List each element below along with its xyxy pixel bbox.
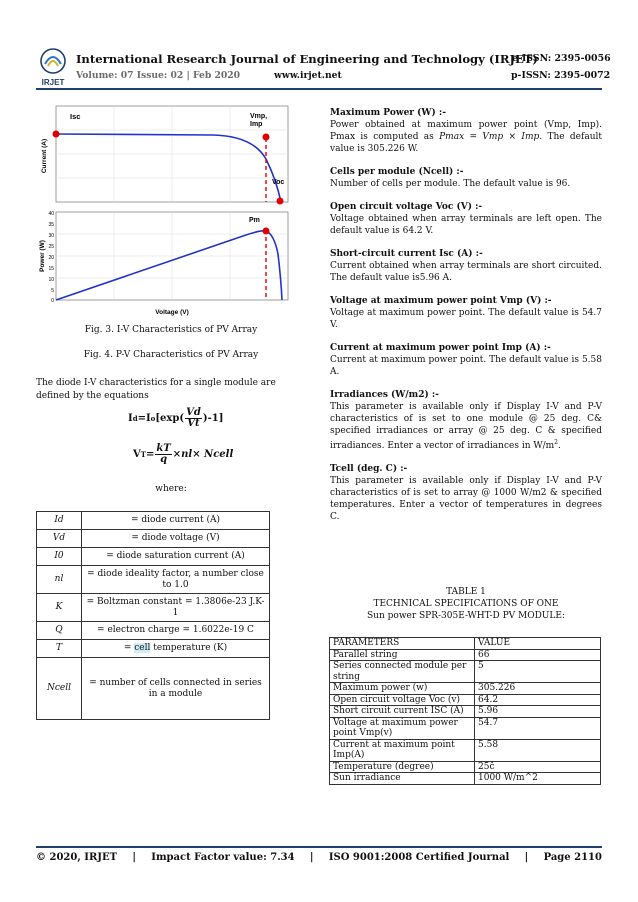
- iv-pv-figure: [38, 104, 308, 319]
- footer-iso: ISO 9001:2008 Certified Journal: [328, 852, 510, 863]
- section-voc: Open circuit voltage Voc (V) :- Voltage obtained when array terminals are left open. The default value is 64.2 V.: [330, 202, 602, 236]
- svg-text:30: 30: [48, 233, 54, 239]
- table-row: Parallel string 66: [330, 649, 601, 661]
- table-row: Voltage at maximum power point Vmp(v) 54.7: [330, 717, 601, 739]
- svg-text:Pm: Pm: [249, 217, 260, 224]
- table-header-row: PARAMETERS VALUE: [330, 638, 601, 650]
- table1-caption: TABLE 1 TECHNICAL SPECIFICATIONS OF ONE Sun power SPR-305E-WHT-D PV MODULE:: [367, 587, 565, 621]
- table-row: Sun irradiance 1000 W/m^2: [330, 773, 601, 785]
- table-row: Ncell = number of cells connected in series in a module: [37, 658, 270, 720]
- table-row: I0 = diode saturation current (A): [37, 548, 270, 566]
- svg-text:40: 40: [48, 211, 54, 217]
- section-vmp: Voltage at maximum power point Vmp (V) :- Voltage at maximum power point. The default value is 54.7 V.: [330, 296, 602, 330]
- svg-text:IRJET: IRJET: [41, 78, 65, 87]
- iv-chart: [41, 106, 288, 205]
- table-row: T = cell temperature (K): [37, 640, 270, 658]
- mpp-point-iv: [263, 134, 270, 141]
- footer-impact: Impact Factor value: 7.34: [151, 852, 295, 863]
- pv-yticks: [48, 211, 54, 304]
- svg-text:Voltage (V): Voltage (V): [155, 309, 189, 316]
- footer-page: Page 2110: [543, 852, 602, 863]
- irjet-logo: [36, 48, 70, 88]
- journal-website[interactable]: www.irjet.net: [274, 70, 342, 81]
- section-tcell: Tcell (deg. C) :- This parameter is available only if Display I-V and P-V characteristics of is set to array @ 1000 W/m2 & specified temperatures. Enter a vector of temperatures in degrees C.: [330, 464, 602, 522]
- voc-point: [277, 198, 284, 205]
- footer: © 2020, IRJET | Impact Factor value: 7.34 | ISO 9001:2008 Certified Journal | Page 2110: [36, 852, 602, 863]
- header-rule: [36, 88, 602, 90]
- eissn: e-ISSN: 2395-0056: [512, 53, 611, 64]
- svg-text:20: 20: [48, 255, 54, 261]
- section-imp: Current at maximum power point Imp (A) :- Current at maximum power point. The default value is 5.58 A.: [330, 343, 602, 377]
- pissn: p-ISSN: 2395-0072: [511, 70, 611, 81]
- table-row: K = Boltzman constant = 1.3806e-23 J.K-1: [37, 594, 270, 622]
- section-cells-per-module: Cells per module (Ncell) :- Number of cells per module. The default value is 96.: [330, 167, 571, 189]
- fig4-caption: Fig. 4. P-V Characteristics of PV Array: [83, 350, 259, 360]
- section-max-power: Maximum Power (W) :- Power obtained at maximum power point (Vmp, Imp). Pmax is computed as Pmax = Vmp × Imp. The default value is 305.226 W.: [330, 108, 602, 154]
- table-row: Current at maximum point Imp(A) 5.58: [330, 739, 601, 761]
- table-row: Temperature (degree) 25č: [330, 761, 601, 773]
- footer-copyright: © 2020, IRJET: [36, 852, 118, 863]
- pm-point: [263, 228, 270, 235]
- svg-text:Voc: Voc: [272, 179, 285, 186]
- variable-table: [36, 511, 270, 720]
- svg-text:10: 10: [48, 277, 54, 283]
- fig3-caption: Fig. 3. I-V Characteristics of PV Array: [84, 325, 258, 335]
- svg-text:0: 0: [51, 298, 54, 304]
- highlighted-word: cell: [134, 643, 151, 653]
- equation-id: I d =I o [exp( Vd Vt )-1]: [128, 407, 224, 429]
- svg-text:Imp: Imp: [250, 121, 263, 128]
- footer-rule: [36, 846, 602, 848]
- table-row: nl = diode ideality factor, a number close to 1.0: [37, 566, 270, 594]
- svg-text:Power (W): Power (W): [39, 240, 46, 272]
- table-row: Series connected module per string 5: [330, 661, 601, 683]
- svg-text:5: 5: [51, 288, 54, 294]
- pv-chart: [39, 211, 288, 316]
- equation-vt: V T = $\frac{kT}{q}$ ×nl× Ncell: [133, 443, 234, 465]
- svg-text:35: 35: [48, 222, 54, 228]
- svg-text:15: 15: [48, 266, 54, 272]
- section-isc: Short-circuit current Isc (A) :- Current obtained when array terminals are short circuited. The default value is5.96 A.: [330, 249, 602, 283]
- table-row: Id = diode current (A): [37, 512, 270, 530]
- where-label: where:: [155, 484, 187, 494]
- svg-text:Vmp,: Vmp,: [250, 113, 268, 120]
- svg-text:Current (A): Current (A): [41, 138, 48, 174]
- isc-point: [53, 131, 60, 138]
- right-column: [330, 107, 602, 534]
- svg-text:Isc: Isc: [70, 112, 81, 121]
- table-row: Open circuit voltage Voc (v) 64.2: [330, 694, 601, 706]
- journal-title: International Research Journal of Engineering and Technology (IRJET): [76, 52, 538, 66]
- table-row: Maximum power (w) 305.226: [330, 683, 601, 695]
- spec-table: [329, 637, 601, 785]
- volume-issue: Volume: 07 Issue: 02 | Feb 2020: [76, 70, 241, 81]
- intro-paragraph: The diode I-V characteristics for a single module are defined by the equations: [36, 378, 276, 401]
- svg-text:25: 25: [48, 244, 54, 250]
- section-irradiances: Irradiances (W/m2) :- This parameter is available only if Display I-V and P-V characteristics of is set to one module @ 25 deg. C& specified irradiances or array @ 25 deg. C & specified irradiances. Enter a vector of irradiances in $W/m^2$.: [330, 390, 602, 451]
- table-row: Q = electron charge = 1.6022e-19 C: [37, 622, 270, 640]
- table-row: Short circuit current ISC (A) 5.96: [330, 706, 601, 718]
- table-row: Vd = diode voltage (V): [37, 530, 270, 548]
